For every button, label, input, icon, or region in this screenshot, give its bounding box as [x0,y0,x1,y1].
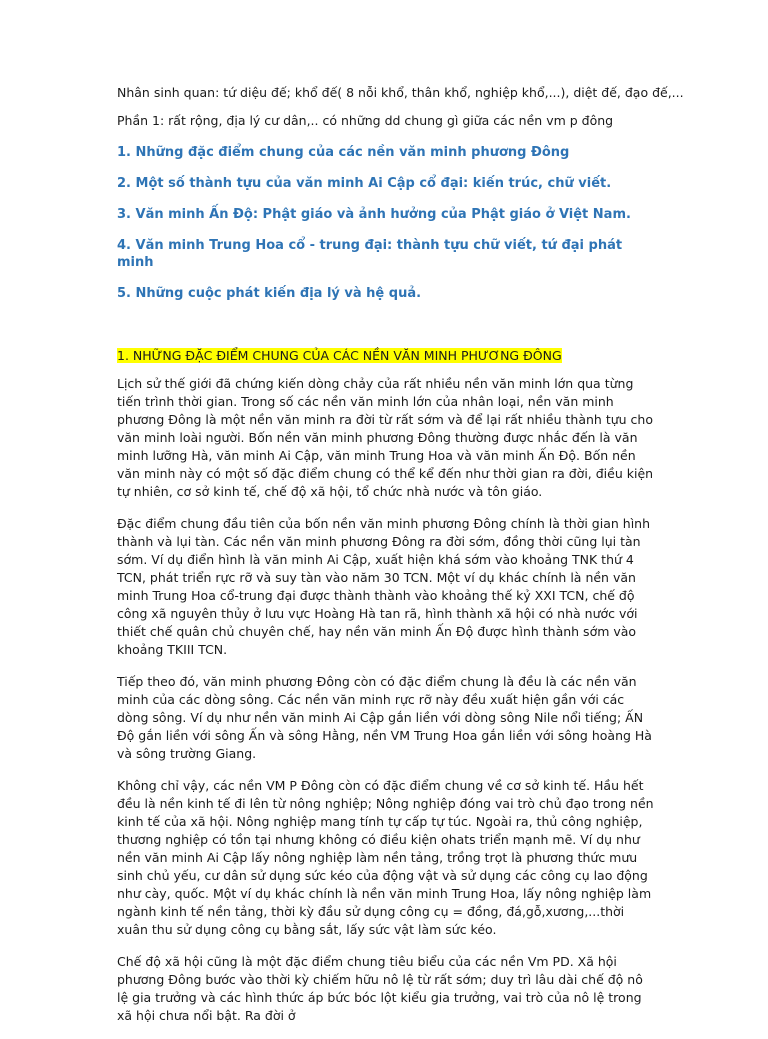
paragraph-5: Chế độ xã hội cũng là một đặc điểm chung tiêu biểu của các nền Vm PD. Xã hội phương Đông bước vào thời kỳ chiếm hữu nô lệ từ rất sớm; duy trì lâu dài chế độ nô lệ gia trưởng và các hình thức áp bức bóc lột kiểu gia trưởng, vai trò của nô lệ trong xã hội chưa nổi bật. Ra đời ở [117,954,643,1023]
table-of-contents [117,144,657,302]
section-1-heading-text: 1. NHỮNG ĐẶC ĐIỂM CHUNG CỦA CÁC NỀN VĂN MINH PHƯƠNG ĐÔNG [117,348,562,363]
toc-item-2: 2. Một số thành tựu của văn minh Ai Cập cổ đại: kiến trúc, chữ viết. [117,176,612,191]
paragraph-4: Không chỉ vậy, các nền VM P Đông còn có đặc điểm chung về cơ sở kinh tế. Hầu hết đều là nền kinh tế đi lên từ nông nghiệp; Nông nghiệp đóng vai trò chủ đạo trong nền kinh tế của xã hội. Nông nghiệp mang tính tự cấp tự túc. Ngoài ra, thủ công nghiệp, thương nghiệp có tồn tại nhưng không có điều kiện ohats triển mạnh mẽ. Ví dụ như nền văn minh Ai Cập lấy nông nghiệp làm nền tảng, trồng trọt là phương thức mưu sinh chủ yếu, cư dân sử dụng sức kéo của động vật và sử dụng các công cụ lao động như cày, quốc. Một ví dụ khác chính là nền văn minh Trung Hoa, lấy nông nghiệp làm ngành kinh tế nền tảng, thời kỳ đầu sử dụng công cụ = đồng, đá,gỗ,xương,...thời xuân thu sử dụng công cụ bằng sắt, lấy sức vật làm sức kéo. [117,778,654,937]
toc-item-3: 3. Văn minh Ấn Độ: Phật giáo và ảnh hưởng của Phật giáo ở Việt Nam. [117,207,631,222]
intro-line-2: Phần 1: rất rộng, địa lý cư dân,.. có những dd chung gì giữa các nền vm p đông [117,113,614,128]
section-1-heading [117,347,657,365]
paragraph-1: Lịch sử thế giới đã chứng kiến dòng chảy của rất nhiều nền văn minh lớn qua từng tiến trình thời gian. Trong số các nền văn minh lớn của nhân loại, nền văn minh phương Đông là một nền văn minh ra đời từ rất sớm và để lại rất nhiều thành tựu cho văn minh loài người. Bốn nền văn minh phương Đông thường được nhắc đến là văn minh lưỡng Hà, văn minh Ai Cập, văn minh Trung Hoa và văn minh Ấn Độ. Bốn nền văn minh này có một số đặc điểm chung có thể kể đến như thời gian ra đời, điều kiện tự nhiên, cơ sở kinh tế, chế độ xã hội, tổ chức nhà nước và tôn giáo. [117,376,654,499]
toc-item-4: 4. Văn minh Trung Hoa cổ - trung đại: thành tựu chữ viết, tứ đại phát minh [117,238,623,270]
toc-item-1: 1. Những đặc điểm chung của các nền văn minh phương Đông [117,145,570,160]
paragraph-3: Tiếp theo đó, văn minh phương Đông còn có đặc điểm chung là đều là các nền văn minh của các dòng sông. Các nền văn minh rực rỡ này đều xuất hiện gần với các dòng sông. Ví dụ như nền văn minh Ai Cập gắn liền với dòng sông Nile nổi tiếng; ẤN Độ gắn liền với sông Ấn và sông Hằng, nền VM Trung Hoa gắn liền với sông hoàng Hà và sông trường Giang. [117,674,652,761]
intro-line-1: Nhân sinh quan: tứ diệu đế; khổ đế( 8 nỗi khổ, thân khổ, nghiệp khổ,...), diệt đế, đạo đế,... [117,85,684,100]
paragraph-2: Đặc điểm chung đầu tiên của bốn nền văn minh phương Đông chính là thời gian hình thành và lụi tàn. Các nền văn minh phương Đông ra đời sớm, đồng thời cũng lụi tàn sớm. Ví dụ điển hình là văn minh Ai Cập, xuất hiện khá sớm vào khoảng TNK thứ 4 TCN, phát triển rực rỡ và suy tàn vào năm 30 TCN. Một ví dụ khác chính là nền văn minh Trung Hoa cổ-trung đại được thành thành vào khoảng thế kỷ XXI TCN, chế độ công xã nguyên thủy ở lưu vực Hoàng Hà tan rã, hình thành xã hội có nhà nước với thiết chế quân chủ chuyên chế, hay nền văn minh Ấn Độ được hình thành sớm vào khoảng TKIII TCN. [117,516,651,657]
document-page [117,84,684,1039]
toc-item-5: 5. Những cuộc phát kiến địa lý và hệ quả. [117,286,422,301]
